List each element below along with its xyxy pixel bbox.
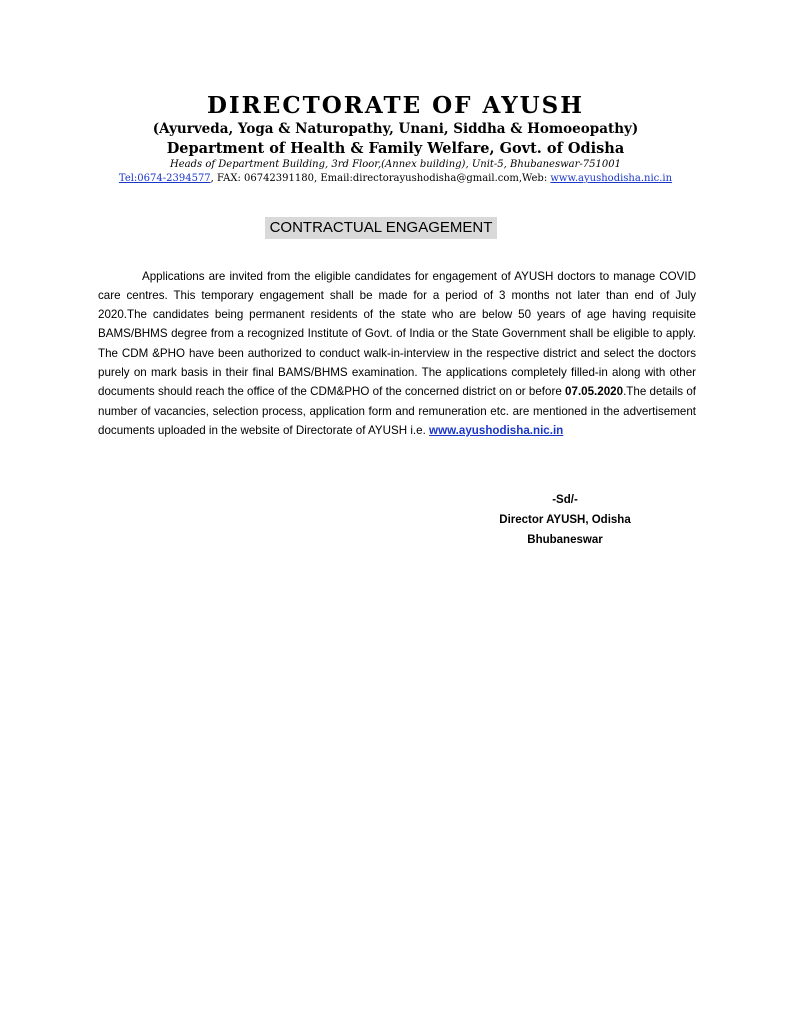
signatory-place: Bhubaneswar <box>527 534 603 546</box>
header-website-link[interactable]: www.ayushodisha.nic.in <box>550 173 673 184</box>
notice-body <box>98 267 696 441</box>
contact-line <box>0 172 791 186</box>
letterhead <box>0 92 791 186</box>
address-line: Heads of Department Building, 3rd Floor,(Annex building), Unit-5, Bhubaneswar-751001 <box>170 159 621 170</box>
signatory-designation: Director AYUSH, Odisha <box>499 514 631 526</box>
body-text-part2: .The details of number of vacancies, selection process, application form and remuneration etc. are mentioned in the advertisement documents uploaded in the website of Directorate of AYUSH i.e. <box>98 385 696 437</box>
organization-title: DIRECTORATE OF AYUSH <box>206 92 585 119</box>
body-website-link[interactable]: www.ayushodisha.nic.in <box>429 423 564 437</box>
section-title: CONTRACTUAL ENGAGEMENT <box>265 217 497 239</box>
deadline-date: 07.05.2020 <box>565 385 624 399</box>
signature-sd: -Sd/- <box>552 494 578 506</box>
body-text-part1: Applications are invited from the eligible candidates for engagement of AYUSH doctors to manage COVID care centres. This temporary engagement shall be made for a period of 3 months not later than end of July 2020.The candidates being permanent residents of the state who are below 50 years of age having requisite BAMS/BHMS degree from a recognized Institute of Govt. of India or the State Government shall be eligible to apply. The CDM &PHO have been authorized to conduct walk-in-interview in the respective district and select the doctors purely on mark basis in their final BAMS/BHMS examination. The applications completely filled-in along with other documents should reach the office of the CDM&PHO of the concerned district on or before <box>98 269 696 399</box>
contact-details: , FAX: 06742391180, Email:directorayushodisha@gmail.com,Web: <box>210 173 551 184</box>
tel-link[interactable]: Tel:0674-2394577 <box>118 173 211 184</box>
signature-block <box>480 490 650 550</box>
department-name: Department of Health & Family Welfare, Govt. of Odisha <box>166 140 625 157</box>
organization-subtitle: (Ayurveda, Yoga & Naturopathy, Unani, Siddha & Homoeopathy) <box>152 121 639 137</box>
